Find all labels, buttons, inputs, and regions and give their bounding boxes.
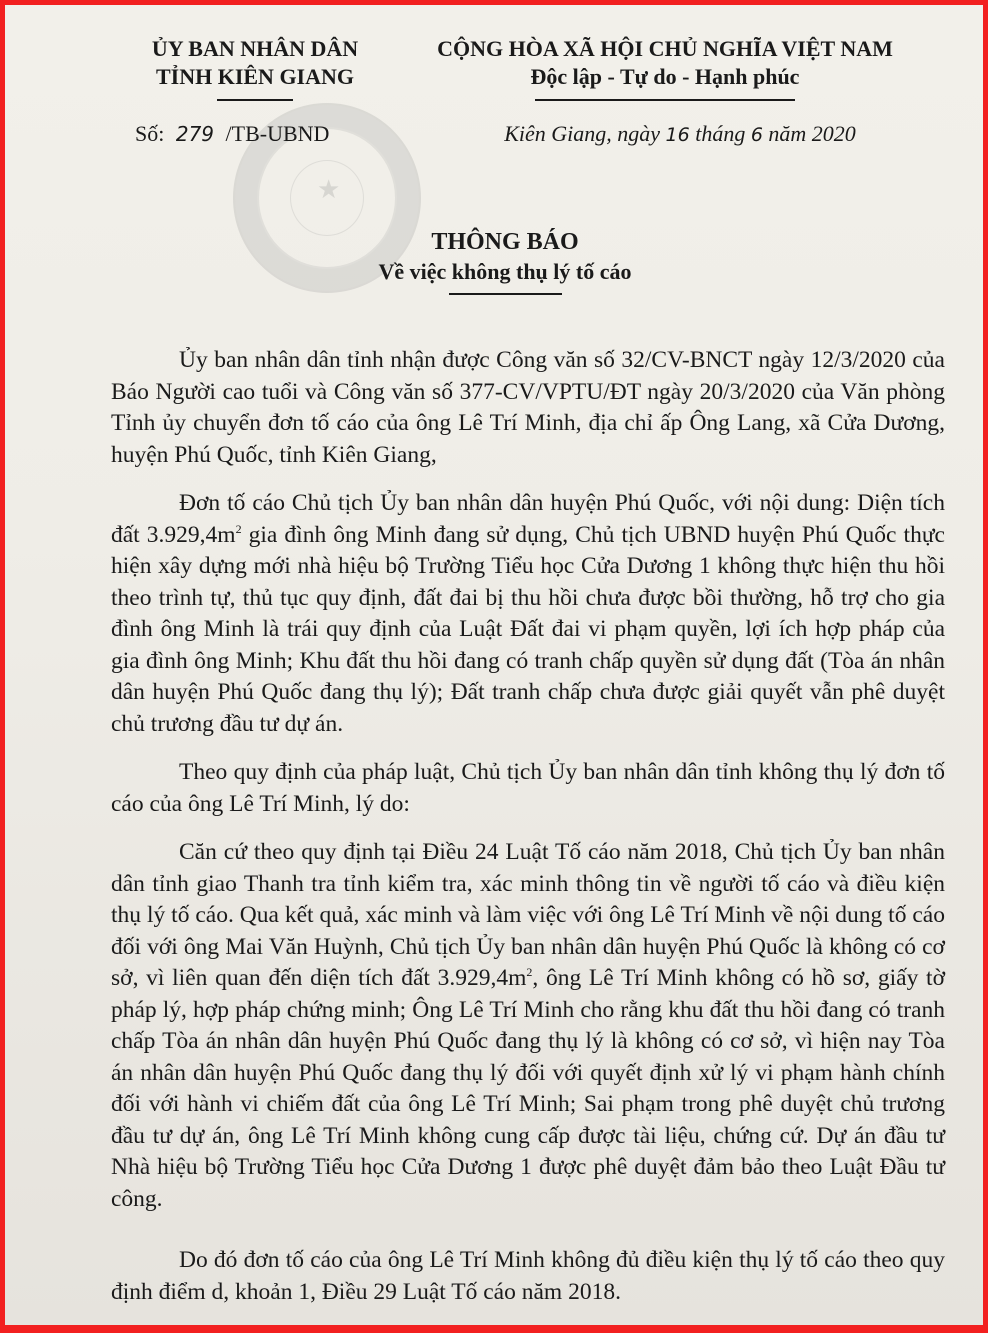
star-icon: ★: [317, 175, 341, 205]
date-month-label: tháng: [695, 121, 746, 146]
authority-line-1: ỦY BAN NHÂN DÂN: [151, 36, 359, 61]
date-year: năm 2020: [768, 121, 856, 146]
document-number: [135, 121, 329, 147]
paragraph-5: Do đó đơn tố cáo của ông Lê Trí Minh không đủ điều kiện thụ lý tố cáo theo quy định điểm d, khoản 1, Điều 29 Luật Tố cáo năm 2018.: [111, 1247, 945, 1305]
date-day: 16: [665, 124, 690, 146]
notice-body: [111, 345, 945, 1325]
place-and-date: [445, 121, 915, 147]
paragraph-4: [111, 837, 945, 1215]
issuing-authority: [105, 35, 405, 101]
document-page: [5, 5, 983, 1325]
national-motto: [410, 35, 920, 101]
motto-divider: [535, 99, 795, 101]
title-divider: [449, 293, 562, 295]
paragraph-2-part-a: Đơn tố cáo Chủ tịch Ủy ban nhân dân huyện Phú Quốc, với nội dung: Diện tích đất 3.929,4m: [111, 490, 945, 548]
paragraph-2: [111, 488, 945, 740]
authority-line-2: TỈNH KIÊN GIANG: [155, 64, 355, 89]
paragraph-2-part-b: gia đình ông Minh đang sử dụng, Chủ tịch UBND huyện Phú Quốc thực hiện xây dựng mới nhà hiệu bộ Trường Tiểu học Cửa Dương 1 không thực hiện thu hồi theo trình tự, thủ tục quy định, đất đai bị thu hồi chưa được bồi thường, hỗ trợ cho gia đình ông Minh là trái quy định của Luật Đất đai vi phạm quyền, lợi ích hợp pháp của gia đình ông Minh; Khu đất thu hồi đang có tranh chấp quyền sử dụng đất (Tòa án nhân dân huyện Phú Quốc đang thụ lý); Đất tranh chấp chưa được giải quyết vẫn phê duyệt chủ trương đầu tư dự án.: [111, 521, 945, 737]
paragraph-3: Theo quy định của pháp luật, Chủ tịch Ủy ban nhân dân tỉnh không thụ lý đơn tố cáo của ông Lê Trí Minh, lý do:: [111, 759, 945, 817]
superscript: 2: [235, 521, 242, 536]
notice-title: [205, 227, 805, 295]
date-prefix: Kiên Giang, ngày: [504, 121, 661, 146]
authority-divider: [217, 99, 293, 101]
country-name: CỘNG HÒA XÃ HỘI CHỦ NGHĨA VIỆT NAM: [437, 36, 893, 61]
paragraph-1: Ủy ban nhân dân tỉnh nhận được Công văn số 32/CV-BNCT ngày 12/3/2020 của Báo Người cao tuổi và Công văn số 377-CV/VPTU/ĐT ngày 20/3/2020 của Văn phòng Tỉnh ủy chuyển đơn tố cáo của ông Lê Trí Minh, địa chỉ ấp Ông Lang, xã Cửa Dương, huyện Phú Quốc, tỉnh Kiên Giang,: [111, 347, 945, 468]
document-number-suffix: /TB-UBND: [225, 121, 330, 146]
date-month: 6: [750, 124, 763, 146]
superscript: 2: [526, 965, 533, 980]
paragraph-4-part-b: , ông Lê Trí Minh không có hồ sơ, giấy tờ pháp lý, hợp pháp chứng minh; Ông Lê Trí Minh cho rằng khu đất thu hồi đang có tranh chấp Tòa án nhân dân huyện Phú Quốc đang thụ lý là không có cơ sở, vì hiện nay Tòa án nhân dân huyện Phú Quốc đang thụ lý đối với quyết định xử lý vi phạm hành chính đối với hành vi chiếm đất của ông Lê Trí Minh; Sai phạm trong phê duyệt chủ trương đầu tư dự án, ông Lê Trí Minh không cung cấp được tài liệu, chứng cứ. Dự án đầu tư Nhà hiệu bộ Trường Tiểu học Cửa Dương 1 được phê duyệt đảm bảo theo Luật Đầu tư công.: [111, 965, 945, 1212]
notice-title-main: THÔNG BÁO: [431, 229, 579, 255]
paragraph-4-part-a: Căn cứ theo quy định tại Điều 24 Luật Tố cáo năm 2018, Chủ tịch Ủy ban nhân dân tỉnh giao Thanh tra tỉnh kiểm tra, xác minh thông tin về người tố cáo và điều kiện thụ lý tố cáo. Qua kết quả, xác minh và làm việc với ông Lê Trí Minh về nội dung tố cáo đối với ông Mai Văn Huỳnh, Chủ tịch Ủy ban nhân dân huyện Phú Quốc là không có cơ sở, vì liên quan đến diện tích đất 3.929,4m: [111, 839, 945, 991]
notice-subject: Về việc không thụ lý tố cáo: [378, 259, 632, 284]
document-number-value: 279: [175, 122, 215, 146]
document-number-label: Số:: [135, 121, 165, 146]
motto: Độc lập - Tự do - Hạnh phúc: [530, 64, 800, 89]
